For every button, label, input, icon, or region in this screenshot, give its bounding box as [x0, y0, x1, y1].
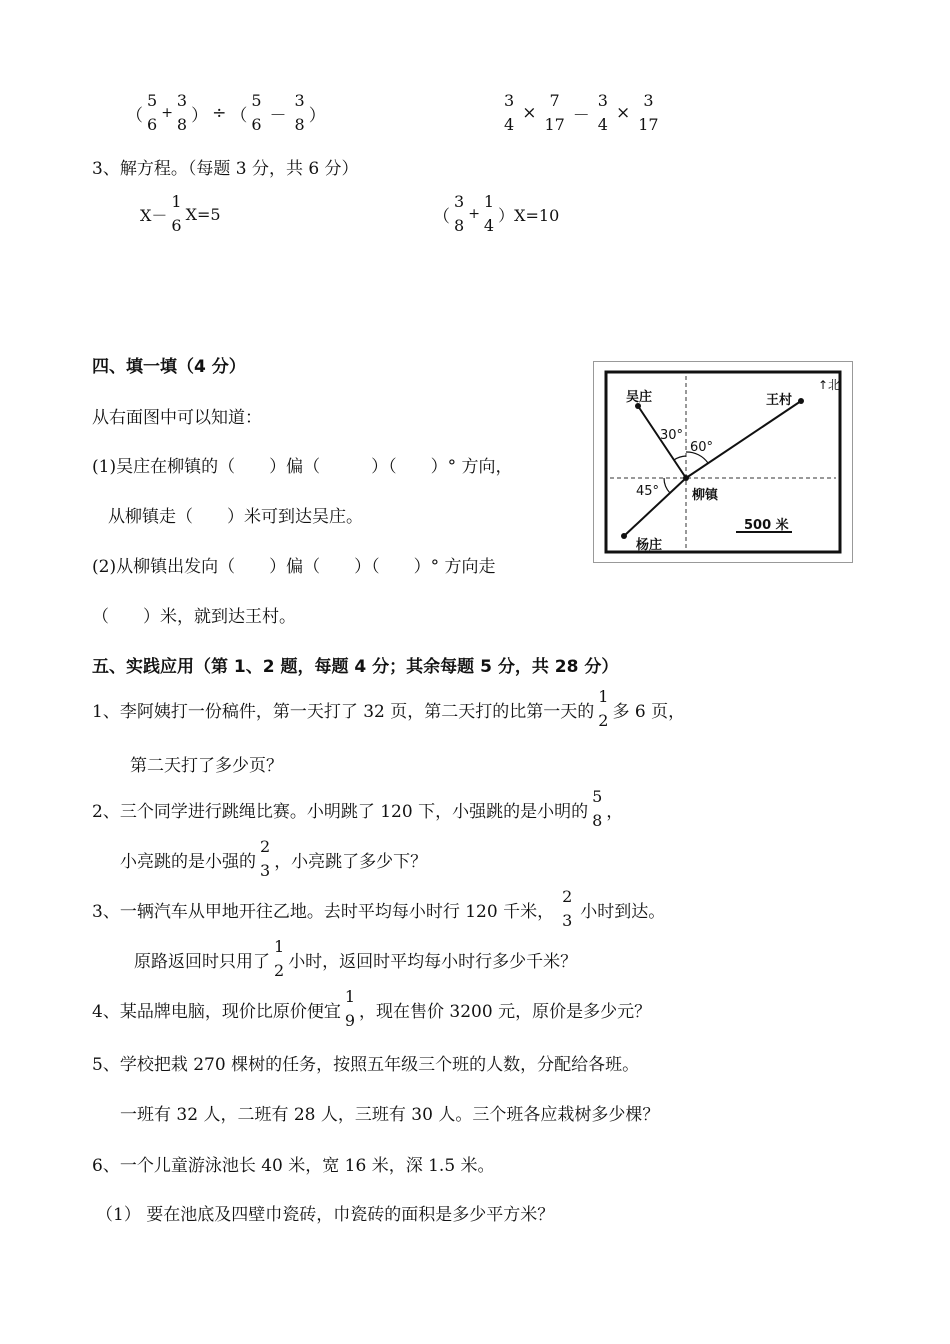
problem-1-line-2: 第二天打了多少页？ — [130, 756, 283, 776]
calc-expression-2 — [500, 92, 663, 134]
yangzhuang-point — [621, 533, 627, 539]
problem-1-text-b: 多 6 页， — [612, 701, 686, 722]
problem-4-text-a: 4、某品牌电脑，现价比原价便宜 — [92, 1001, 341, 1022]
section-4-intro: 从右面图中可以知道： — [92, 408, 262, 428]
section-4-line-3: (2)从柳镇出发向（ ）偏（ ）（ ）° 方向走 — [92, 557, 496, 577]
problem-2-text-c: 小亮跳的是小强的 — [120, 851, 256, 872]
fraction: 1 9 — [344, 987, 356, 1030]
right-paren: ） — [308, 105, 326, 126]
equation-suffix: X=5 — [185, 204, 221, 224]
section-4-line-1: (1)吴庄在柳镇的（ ）偏（ ）（ ）° 方向， — [92, 457, 513, 477]
direction-map — [593, 361, 853, 563]
wangcun-point — [798, 398, 804, 404]
equation-suffix: ）X=10 — [498, 205, 560, 225]
equation-2 — [433, 193, 559, 235]
section-4-line-2: 从柳镇走（ ）米可到达吴庄。 — [108, 507, 363, 527]
plus-sign: + — [468, 206, 480, 222]
fraction: 1 2 — [598, 687, 609, 730]
problem-4-text-b: ，现在售价 3200 元，原价是多少元？ — [359, 1001, 652, 1022]
liuzhen-point — [683, 475, 689, 481]
north-label: ↑北 — [818, 378, 841, 392]
fraction: 1 2 — [274, 937, 285, 980]
times-sign: × — [522, 103, 537, 123]
calc-expression-1 — [126, 92, 326, 134]
problem-6-subquestion-1: （1） 要在池底及四壁巾瓷砖，巾瓷砖的面积是多少平方米？ — [96, 1205, 555, 1225]
fraction: 5 6 — [251, 91, 262, 134]
problem-2-text-d: ，小亮跳了多少下？ — [274, 851, 428, 872]
angle-45-label: 45° — [636, 484, 660, 499]
problem-3-text-b: 小时到达。 — [580, 901, 666, 922]
fraction: 7 17 — [544, 91, 565, 134]
equation-1 — [140, 193, 221, 235]
fraction: 3 8 — [294, 91, 305, 134]
left-paren: （ — [126, 105, 143, 126]
problem-5-line-2: 一班有 32 人，二班有 28 人，三班有 30 人。三个班各应栽树多少棵？ — [120, 1105, 660, 1125]
problem-3-text-d: 小时，返回时平均每小时行多少千米？ — [288, 951, 578, 972]
liuzhen-label: 柳镇 — [692, 488, 719, 503]
yangzhuang-label: 杨庄 — [636, 538, 663, 553]
fraction: 1 6 — [171, 192, 182, 235]
section-5-title: 五、实践应用（第 1、2 题，每题 4 分；其余每题 5 分，共 28 分） — [92, 657, 619, 677]
question-3-heading: 3、解方程。（每题 3 分，共 6 分） — [92, 159, 359, 179]
minus-sign: － — [269, 105, 287, 126]
fraction: 5 8 — [592, 787, 603, 830]
angle-30-label: 30° — [660, 428, 684, 443]
problem-3-text-c: 原路返回时只用了 — [134, 951, 270, 972]
problem-2-text-a: 2、三个同学进行跳绳比赛。小明跳了 120 下，小强跳的是小明的 — [92, 801, 589, 822]
problem-6-line-1: 6、一个儿童游泳池长 40 米，宽 16 米，深 1.5 米。 — [92, 1156, 495, 1176]
wuzhuang-label: 吴庄 — [626, 390, 653, 405]
fraction: 1 4 — [483, 192, 495, 235]
equation-prefix: X－ — [140, 205, 168, 225]
angle-30-arc — [674, 456, 686, 460]
minus-sign: － — [572, 105, 590, 126]
divide-sign: ÷ — [212, 103, 227, 123]
left-paren: （ — [230, 105, 248, 126]
problem-4 — [92, 988, 651, 1030]
problem-3-line-1 — [92, 888, 665, 930]
fraction: 3 4 — [504, 91, 515, 134]
problem-2-line-1 — [92, 788, 623, 830]
fraction: 2 3 — [562, 887, 573, 930]
problem-1-text-a: 1、李阿姨打一份稿件，第一天打了 32 页，第二天打的比第一天的 — [92, 701, 595, 722]
problem-3-line-2 — [134, 938, 577, 980]
left-paren: （ — [433, 206, 450, 227]
times-sign: × — [615, 103, 631, 123]
section-4-line-4: （ ）米，就到达王村。 — [92, 607, 296, 627]
fraction: 2 3 — [260, 837, 271, 880]
angle-45-arc — [664, 478, 670, 493]
wangcun-label: 王村 — [766, 393, 793, 408]
section-4-title: 四、填一填（4 分） — [92, 357, 246, 377]
fraction: 3 8 — [176, 91, 188, 134]
problem-3-text-a: 3、一辆汽车从甲地开往乙地。去时平均每小时行 120 千米， — [92, 901, 555, 922]
fraction: 5 6 — [147, 91, 158, 134]
scale-label: 500 米 — [744, 518, 789, 533]
problem-5-line-1: 5、学校把栽 270 棵树的任务，按照五年级三个班的人数，分配给各班。 — [92, 1055, 640, 1075]
right-paren: ） — [191, 105, 209, 126]
problem-2-line-2 — [120, 838, 427, 880]
fraction: 3 17 — [638, 91, 659, 134]
fraction: 3 8 — [454, 192, 465, 235]
plus-sign: + — [161, 105, 173, 121]
angle-60-label: 60° — [690, 440, 714, 455]
problem-2-text-b: ， — [606, 801, 624, 822]
fraction: 3 4 — [597, 91, 608, 134]
problem-1-line-1 — [92, 688, 685, 730]
